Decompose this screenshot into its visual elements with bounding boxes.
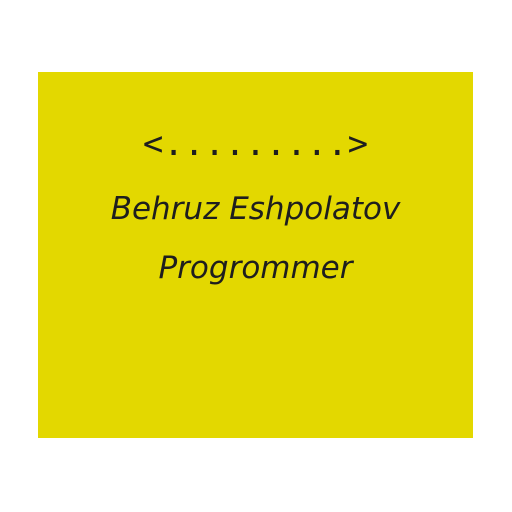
author-role: Progrommer [158, 250, 353, 286]
yellow-card [38, 72, 473, 438]
code-brackets-mark: <.........> [142, 124, 369, 164]
author-name: Behruz Eshpolatov [110, 191, 401, 227]
